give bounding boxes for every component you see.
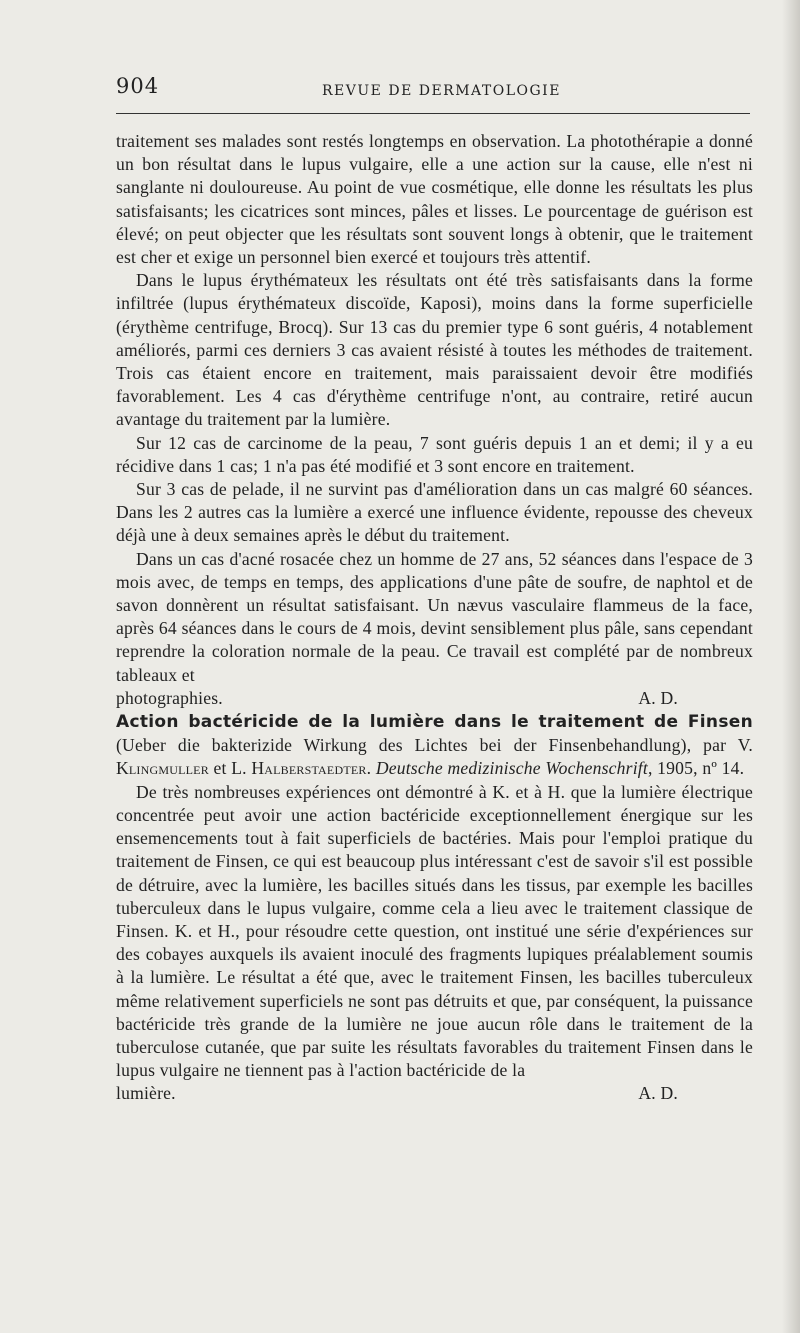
paragraph-ending xyxy=(116,1082,753,1105)
paragraph-last-word: photographies. xyxy=(116,687,223,708)
paragraph: Sur 3 cas de pelade, il ne survint pas d'amélioration dans un cas malgré 60 séances. Dans les 2 autres cas la lumière a exercé une influence évidente, repousse des cheveux déjà une à deux semaines après le début du traitement. xyxy=(116,479,753,546)
author-name: Halberstaedter xyxy=(251,758,367,779)
article-heading xyxy=(116,710,753,781)
author-signature: A. D. xyxy=(638,1083,678,1104)
article-reference: (Ueber die bakterizide Wirkung des Lichtes bei der Finsenbehandlung), par V. xyxy=(116,735,753,756)
author-signature: A. D. xyxy=(638,687,678,708)
running-head: REVUE DE DERMATOLOGIE xyxy=(322,83,561,99)
article-title: Action bactéricide de la lumière dans le traitement de Finsen xyxy=(116,712,753,733)
author-name: Klingmuller xyxy=(116,758,209,779)
paragraph: Dans un cas d'acné rosacée chez un homme de 27 ans, 52 séances dans l'espace de 3 mois avec, de temps en temps, des applications d'une pâte de soufre, de naphtol et de savon donnèrent un résultat satisfaisant. Un nævus vasculaire flammeus de la face, après 64 séances dans le cours de 4 mois, devint sensiblement plus pâle, sans cependant reprendre la coloration normale de la peau. Ce travail est complété par de nombreux tableaux et xyxy=(116,548,753,685)
scan-shadow xyxy=(782,0,800,1333)
paragraph: Sur 12 cas de carcinome de la peau, 7 sont guéris depuis 1 an et demi; il y a eu récidive dans 1 cas; 1 n'a pas été modifié et 3 sont encore en traitement. xyxy=(116,432,753,476)
paragraph-last-word: lumière. xyxy=(116,1083,176,1104)
reference-connector: et L. xyxy=(213,758,247,779)
header-rule xyxy=(116,113,750,114)
paragraph-ending xyxy=(116,687,753,710)
page-header xyxy=(116,74,750,106)
page-number: 904 xyxy=(116,74,160,98)
reference-issue: , 1905, nº 14. xyxy=(647,758,745,779)
journal-name: Deutsche medizinische Wochenschrift xyxy=(375,758,648,779)
paragraph: traitement ses malades sont restés longtemps en observation. La photothérapie a donné un bon résultat dans le lupus vulgaire, elle a une action sur la cause, elle n'est ni sanglante ni douloureuse. Au point de vue cosmétique, elle donne les résultats les plus satisfaisants; les cicatrices sont minces, pâles et lisses. Le pourcentage de guérison est élevé; on peut objecter que les résultats sont souvent longs à obtenir, que le traitement est cher et exige un personnel bien exercé et toujours très attentif. xyxy=(116,131,753,268)
paragraph: Dans le lupus érythémateux les résultats ont été très satisfaisants dans la forme infiltrée (lupus érythémateux discoïde, Kaposi), moins dans la forme superficielle (érythème centrifuge, Brocq). Sur 13 cas du premier type 6 sont guéris, 4 notablement améliorés, parmi ces derniers 3 cas avaient résisté à toutes les méthodes de traitement. Trois cas étaient encore en traitement, mais paraissaient devoir être modifiés favorablement. Les 4 cas d'érythème centrifuge n'ont, au contraire, retiré aucun avantage du traitement par la lumière. xyxy=(116,270,753,430)
paragraph: De très nombreuses expériences ont démontré à K. et à H. que la lumière électrique concentrée peut avoir une action bactéricide exceptionnellement énergique sur les ensemencements tout à fait superficiels de bactéries. Mais pour l'emploi pratique du traitement de Finsen, ce qui est beaucoup plus intéressant c'est de savoir s'il est possible de détruire, avec la lumière, les bacilles situés dans les tissus, par exemple les bacilles tuberculeux dans le lupus vulgaire, comme cela a lieu avec le traitement classique de Finsen. K. et H., pour résoudre cette question, ont institué une série d'expériences sur des cobayes auxquels ils avaient inoculé des fragments lupiques préalablement soumis à la lumière. Le résultat a été que, avec le traitement Finsen, les bacilles tuberculeux même relativement superficiels ne sont pas détruits et que, par conséquent, la puissance bactéricide très grande de la lumière ne joue aucun rôle dans le traitement de la tuberculose cutanée, que par suite les résultats favorables du traitement Finsen dans le lupus vulgaire ne tiennent pas à l'action bactéricide de la xyxy=(116,781,753,1081)
reference-separator: . xyxy=(366,758,372,779)
body-text xyxy=(116,130,753,1106)
